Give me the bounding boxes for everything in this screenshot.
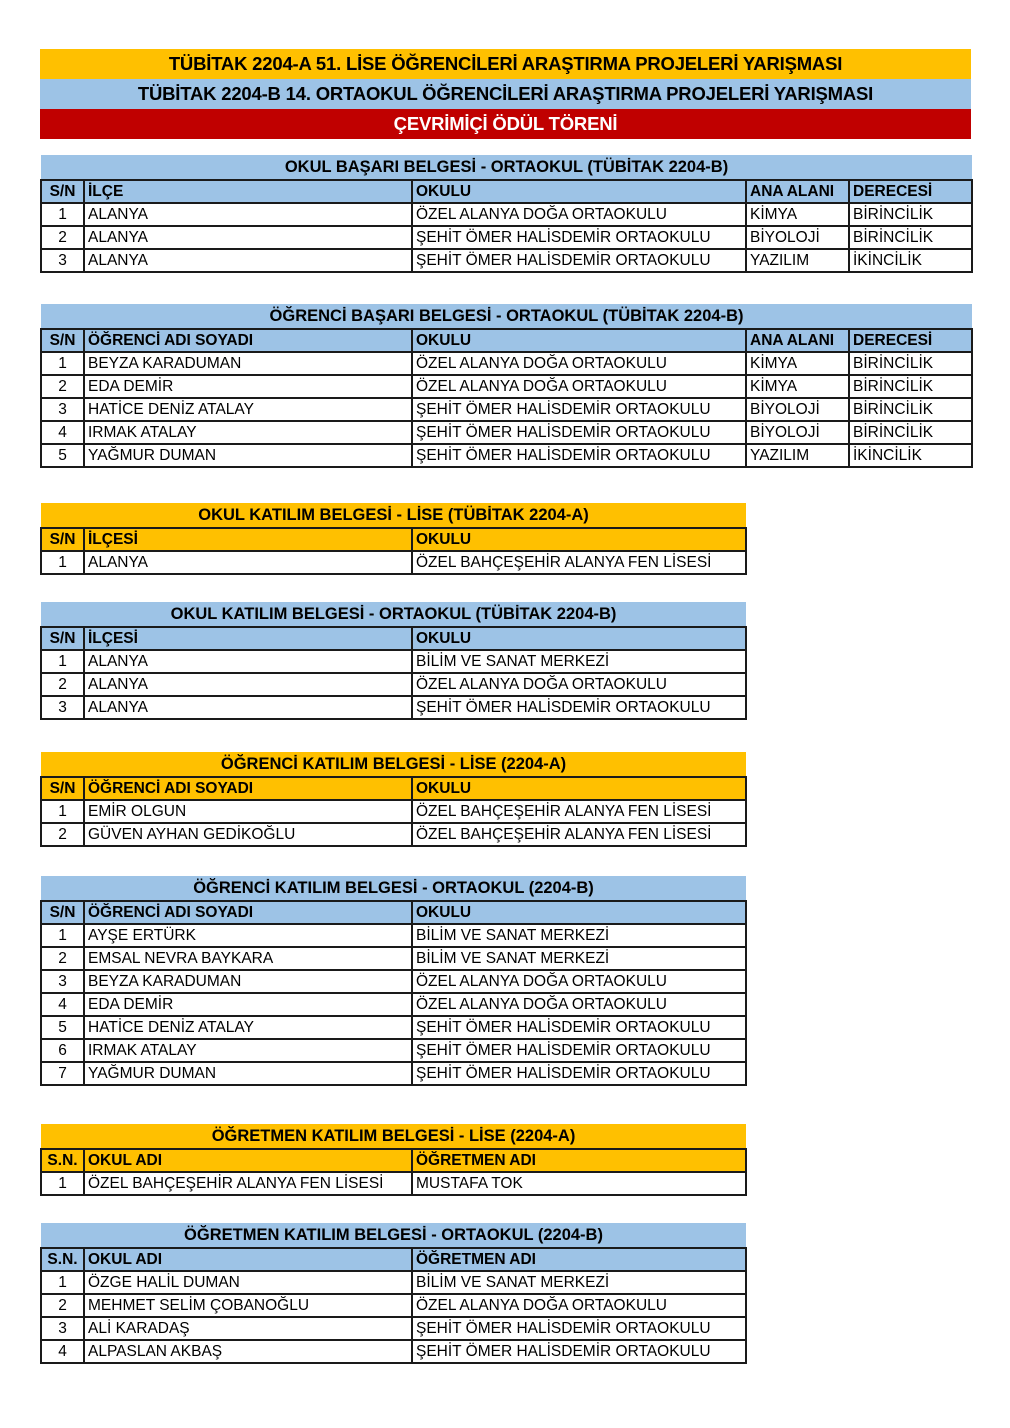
table-row — [41, 673, 746, 696]
cell-sn: 2 — [41, 1294, 84, 1317]
table-ogretmen-katilim-ortaokul — [40, 1223, 747, 1364]
column-header-okulu: OKULU — [412, 180, 746, 203]
cell-sn: 5 — [41, 1016, 84, 1039]
cell-sn: 1 — [41, 924, 84, 947]
cell-student: IRMAK ATALAY — [84, 1039, 412, 1062]
table-title: ÖĞRENCİ KATILIM BELGESİ - ORTAOKUL (2204-B) — [41, 876, 746, 901]
cell-okulu: ŞEHİT ÖMER HALİSDEMİR ORTAOKULU — [412, 226, 746, 249]
column-header-derecesi: DERECESİ — [849, 329, 972, 352]
cell-sn: 1 — [41, 203, 84, 226]
table-ogrenci-katilim-ortaokul — [40, 876, 747, 1086]
cell-sn: 2 — [41, 226, 84, 249]
table-row — [41, 800, 746, 823]
table-ogrenci-katilim-lise — [40, 752, 747, 847]
cell-ogretmen-adi: ŞEHİT ÖMER HALİSDEMİR ORTAOKULU — [412, 1317, 746, 1340]
table-row — [41, 226, 972, 249]
cell-student: BEYZA KARADUMAN — [84, 352, 412, 375]
header-title-2204b: TÜBİTAK 2204-B 14. ORTAOKUL ÖĞRENCİLERİ ARAŞTIRMA PROJELERİ YARIŞMASI — [40, 79, 971, 109]
table-title: OKUL KATILIM BELGESİ - LİSE (TÜBİTAK 2204-A) — [41, 503, 746, 528]
cell-ana-alani: YAZILIM — [746, 444, 849, 467]
cell-okulu: ŞEHİT ÖMER HALİSDEMİR ORTAOKULU — [412, 249, 746, 272]
cell-ilce: ALANYA — [84, 203, 412, 226]
table-row — [41, 551, 746, 574]
cell-okulu: ŞEHİT ÖMER HALİSDEMİR ORTAOKULU — [412, 1016, 746, 1039]
cell-derecesi: BİRİNCİLİK — [849, 421, 972, 444]
cell-sn: 3 — [41, 696, 84, 719]
table-title: OKUL KATILIM BELGESİ - ORTAOKUL (TÜBİTAK 2204-B) — [41, 602, 746, 627]
cell-okulu: ŞEHİT ÖMER HALİSDEMİR ORTAOKULU — [412, 421, 746, 444]
cell-ana-alani: KİMYA — [746, 375, 849, 398]
cell-student: BEYZA KARADUMAN — [84, 970, 412, 993]
column-header-sn: S/N — [41, 627, 84, 650]
column-header-ilce: İLÇE — [84, 180, 412, 203]
cell-ana-alani: BİYOLOJİ — [746, 421, 849, 444]
table-okul-katilim-ortaokul — [40, 602, 747, 720]
table-row — [41, 970, 746, 993]
cell-ana-alani: BİYOLOJİ — [746, 398, 849, 421]
cell-student: EDA DEMİR — [84, 375, 412, 398]
cell-derecesi: BİRİNCİLİK — [849, 226, 972, 249]
table-row — [41, 421, 972, 444]
column-header-sn: S.N. — [41, 1248, 84, 1271]
table-row — [41, 993, 746, 1016]
table-row — [41, 924, 746, 947]
table-title: ÖĞRETMEN KATILIM BELGESİ - ORTAOKUL (2204-B) — [41, 1223, 746, 1248]
cell-sn: 1 — [41, 1172, 84, 1195]
cell-sn: 7 — [41, 1062, 84, 1085]
column-header-ana-alani: ANA ALANI — [746, 180, 849, 203]
cell-sn: 4 — [41, 421, 84, 444]
cell-sn: 2 — [41, 823, 84, 846]
column-header-ogretmen-adi: ÖĞRETMEN ADI — [412, 1248, 746, 1271]
cell-ogretmen-adi: BİLİM VE SANAT MERKEZİ — [412, 1271, 746, 1294]
cell-okulu: ÖZEL BAHÇEŞEHİR ALANYA FEN LİSESİ — [412, 800, 746, 823]
cell-sn: 2 — [41, 947, 84, 970]
cell-sn: 5 — [41, 444, 84, 467]
cell-sn: 3 — [41, 249, 84, 272]
cell-student: IRMAK ATALAY — [84, 421, 412, 444]
table-row — [41, 1271, 746, 1294]
cell-okulu: ŞEHİT ÖMER HALİSDEMİR ORTAOKULU — [412, 1039, 746, 1062]
cell-okulu: ÖZEL ALANYA DOĞA ORTAOKULU — [412, 352, 746, 375]
cell-okul-adi: ÖZEL BAHÇEŞEHİR ALANYA FEN LİSESİ — [84, 1172, 412, 1195]
table-row — [41, 823, 746, 846]
table-row — [41, 947, 746, 970]
cell-sn: 1 — [41, 352, 84, 375]
cell-ilce: ALANYA — [84, 249, 412, 272]
cell-ilcesi: ALANYA — [84, 696, 412, 719]
cell-okulu: ÖZEL ALANYA DOĞA ORTAOKULU — [412, 375, 746, 398]
column-header-derecesi: DERECESİ — [849, 180, 972, 203]
table-title: ÖĞRETMEN KATILIM BELGESİ - LİSE (2204-A) — [41, 1124, 746, 1149]
column-header-okul-adi: OKUL ADI — [84, 1149, 412, 1172]
cell-student: YAĞMUR DUMAN — [84, 444, 412, 467]
cell-derecesi: İKİNCİLİK — [849, 249, 972, 272]
column-header-sn: S/N — [41, 329, 84, 352]
cell-sn: 2 — [41, 375, 84, 398]
cell-ana-alani: BİYOLOJİ — [746, 226, 849, 249]
cell-ana-alani: KİMYA — [746, 352, 849, 375]
column-header-ogrenci-adi: ÖĞRENCİ ADI SOYADI — [84, 901, 412, 924]
cell-derecesi: BİRİNCİLİK — [849, 352, 972, 375]
cell-okulu: ÖZEL ALANYA DOĞA ORTAOKULU — [412, 673, 746, 696]
cell-student: YAĞMUR DUMAN — [84, 1062, 412, 1085]
column-header-okul-adi: OKUL ADI — [84, 1248, 412, 1271]
cell-okul-adi: ÖZGE HALİL DUMAN — [84, 1271, 412, 1294]
cell-ogretmen-adi: MUSTAFA TOK — [412, 1172, 746, 1195]
cell-okulu: ÖZEL ALANYA DOĞA ORTAOKULU — [412, 970, 746, 993]
cell-student: AYŞE ERTÜRK — [84, 924, 412, 947]
cell-ilcesi: ALANYA — [84, 673, 412, 696]
column-header-ogrenci-adi: ÖĞRENCİ ADI SOYADI — [84, 777, 412, 800]
column-header-ilcesi: İLÇESİ — [84, 627, 412, 650]
column-header-ogretmen-adi: ÖĞRETMEN ADI — [412, 1149, 746, 1172]
cell-ana-alani: KİMYA — [746, 203, 849, 226]
cell-okulu: BİLİM VE SANAT MERKEZİ — [412, 924, 746, 947]
column-header-sn: S/N — [41, 528, 84, 551]
table-row — [41, 1172, 746, 1195]
column-header-okulu: OKULU — [412, 627, 746, 650]
table-row — [41, 203, 972, 226]
column-header-sn: S.N. — [41, 1149, 84, 1172]
column-header-okulu: OKULU — [412, 528, 746, 551]
column-header-ilcesi: İLÇESİ — [84, 528, 412, 551]
table-title: OKUL BAŞARI BELGESİ - ORTAOKUL (TÜBİTAK 2204-B) — [41, 155, 972, 180]
column-header-sn: S/N — [41, 901, 84, 924]
cell-derecesi: BİRİNCİLİK — [849, 203, 972, 226]
cell-okulu: BİLİM VE SANAT MERKEZİ — [412, 650, 746, 673]
cell-okulu: ÖZEL ALANYA DOĞA ORTAOKULU — [412, 203, 746, 226]
cell-okul-adi: ALPASLAN AKBAŞ — [84, 1340, 412, 1363]
cell-okulu: ÖZEL BAHÇEŞEHİR ALANYA FEN LİSESİ — [412, 823, 746, 846]
cell-student: EMİR OLGUN — [84, 800, 412, 823]
cell-ana-alani: YAZILIM — [746, 249, 849, 272]
table-title: ÖĞRENCİ BAŞARI BELGESİ - ORTAOKUL (TÜBİTAK 2204-B) — [41, 304, 972, 329]
table-row — [41, 444, 972, 467]
cell-sn: 4 — [41, 1340, 84, 1363]
cell-sn: 2 — [41, 673, 84, 696]
table-row — [41, 650, 746, 673]
table-okul-basari-ortaokul — [40, 155, 973, 273]
cell-sn: 1 — [41, 1271, 84, 1294]
cell-ilcesi: ALANYA — [84, 650, 412, 673]
table-title: ÖĞRENCİ KATILIM BELGESİ - LİSE (2204-A) — [41, 752, 746, 777]
cell-sn: 1 — [41, 800, 84, 823]
column-header-okulu: OKULU — [412, 901, 746, 924]
cell-ilce: ALANYA — [84, 226, 412, 249]
table-ogretmen-katilim-lise — [40, 1124, 747, 1196]
cell-ogretmen-adi: ÖZEL ALANYA DOĞA ORTAOKULU — [412, 1294, 746, 1317]
cell-okul-adi: ALİ KARADAŞ — [84, 1317, 412, 1340]
cell-ogretmen-adi: ŞEHİT ÖMER HALİSDEMİR ORTAOKULU — [412, 1340, 746, 1363]
cell-sn: 4 — [41, 993, 84, 1016]
cell-okulu: ÖZEL ALANYA DOĞA ORTAOKULU — [412, 993, 746, 1016]
table-row — [41, 1016, 746, 1039]
cell-okulu: BİLİM VE SANAT MERKEZİ — [412, 947, 746, 970]
cell-student: HATİCE DENİZ ATALAY — [84, 1016, 412, 1039]
table-row — [41, 1039, 746, 1062]
cell-ilcesi: ALANYA — [84, 551, 412, 574]
table-row — [41, 1062, 746, 1085]
table-row — [41, 352, 972, 375]
cell-derecesi: BİRİNCİLİK — [849, 398, 972, 421]
cell-sn: 6 — [41, 1039, 84, 1062]
table-okul-katilim-lise — [40, 503, 747, 575]
column-header-ogrenci-adi: ÖĞRENCİ ADI SOYADI — [84, 329, 412, 352]
cell-sn: 3 — [41, 1317, 84, 1340]
cell-sn: 1 — [41, 650, 84, 673]
cell-student: EMSAL NEVRA BAYKARA — [84, 947, 412, 970]
table-row — [41, 375, 972, 398]
table-row — [41, 1340, 746, 1363]
cell-okulu: ÖZEL BAHÇEŞEHİR ALANYA FEN LİSESİ — [412, 551, 746, 574]
cell-student: EDA DEMİR — [84, 993, 412, 1016]
cell-derecesi: İKİNCİLİK — [849, 444, 972, 467]
column-header-ana-alani: ANA ALANI — [746, 329, 849, 352]
cell-okul-adi: MEHMET SELİM ÇOBANOĞLU — [84, 1294, 412, 1317]
column-header-sn: S/N — [41, 180, 84, 203]
header-ceremony-title: ÇEVRİMİÇİ ÖDÜL TÖRENİ — [40, 109, 971, 139]
cell-sn: 3 — [41, 970, 84, 993]
table-row — [41, 249, 972, 272]
cell-okulu: ŞEHİT ÖMER HALİSDEMİR ORTAOKULU — [412, 444, 746, 467]
table-ogrenci-basari-ortaokul — [40, 304, 973, 468]
table-row — [41, 696, 746, 719]
cell-okulu: ŞEHİT ÖMER HALİSDEMİR ORTAOKULU — [412, 1062, 746, 1085]
column-header-okulu: OKULU — [412, 329, 746, 352]
cell-okulu: ŞEHİT ÖMER HALİSDEMİR ORTAOKULU — [412, 398, 746, 421]
cell-sn: 1 — [41, 551, 84, 574]
cell-student: HATİCE DENİZ ATALAY — [84, 398, 412, 421]
cell-sn: 3 — [41, 398, 84, 421]
cell-student: GÜVEN AYHAN GEDİKOĞLU — [84, 823, 412, 846]
table-row — [41, 1317, 746, 1340]
table-row — [41, 398, 972, 421]
header-title-2204a: TÜBİTAK 2204-A 51. LİSE ÖĞRENCİLERİ ARAŞTIRMA PROJELERİ YARIŞMASI — [40, 49, 971, 79]
table-row — [41, 1294, 746, 1317]
column-header-okulu: OKULU — [412, 777, 746, 800]
column-header-sn: S/N — [41, 777, 84, 800]
cell-okulu: ŞEHİT ÖMER HALİSDEMİR ORTAOKULU — [412, 696, 746, 719]
cell-derecesi: BİRİNCİLİK — [849, 375, 972, 398]
